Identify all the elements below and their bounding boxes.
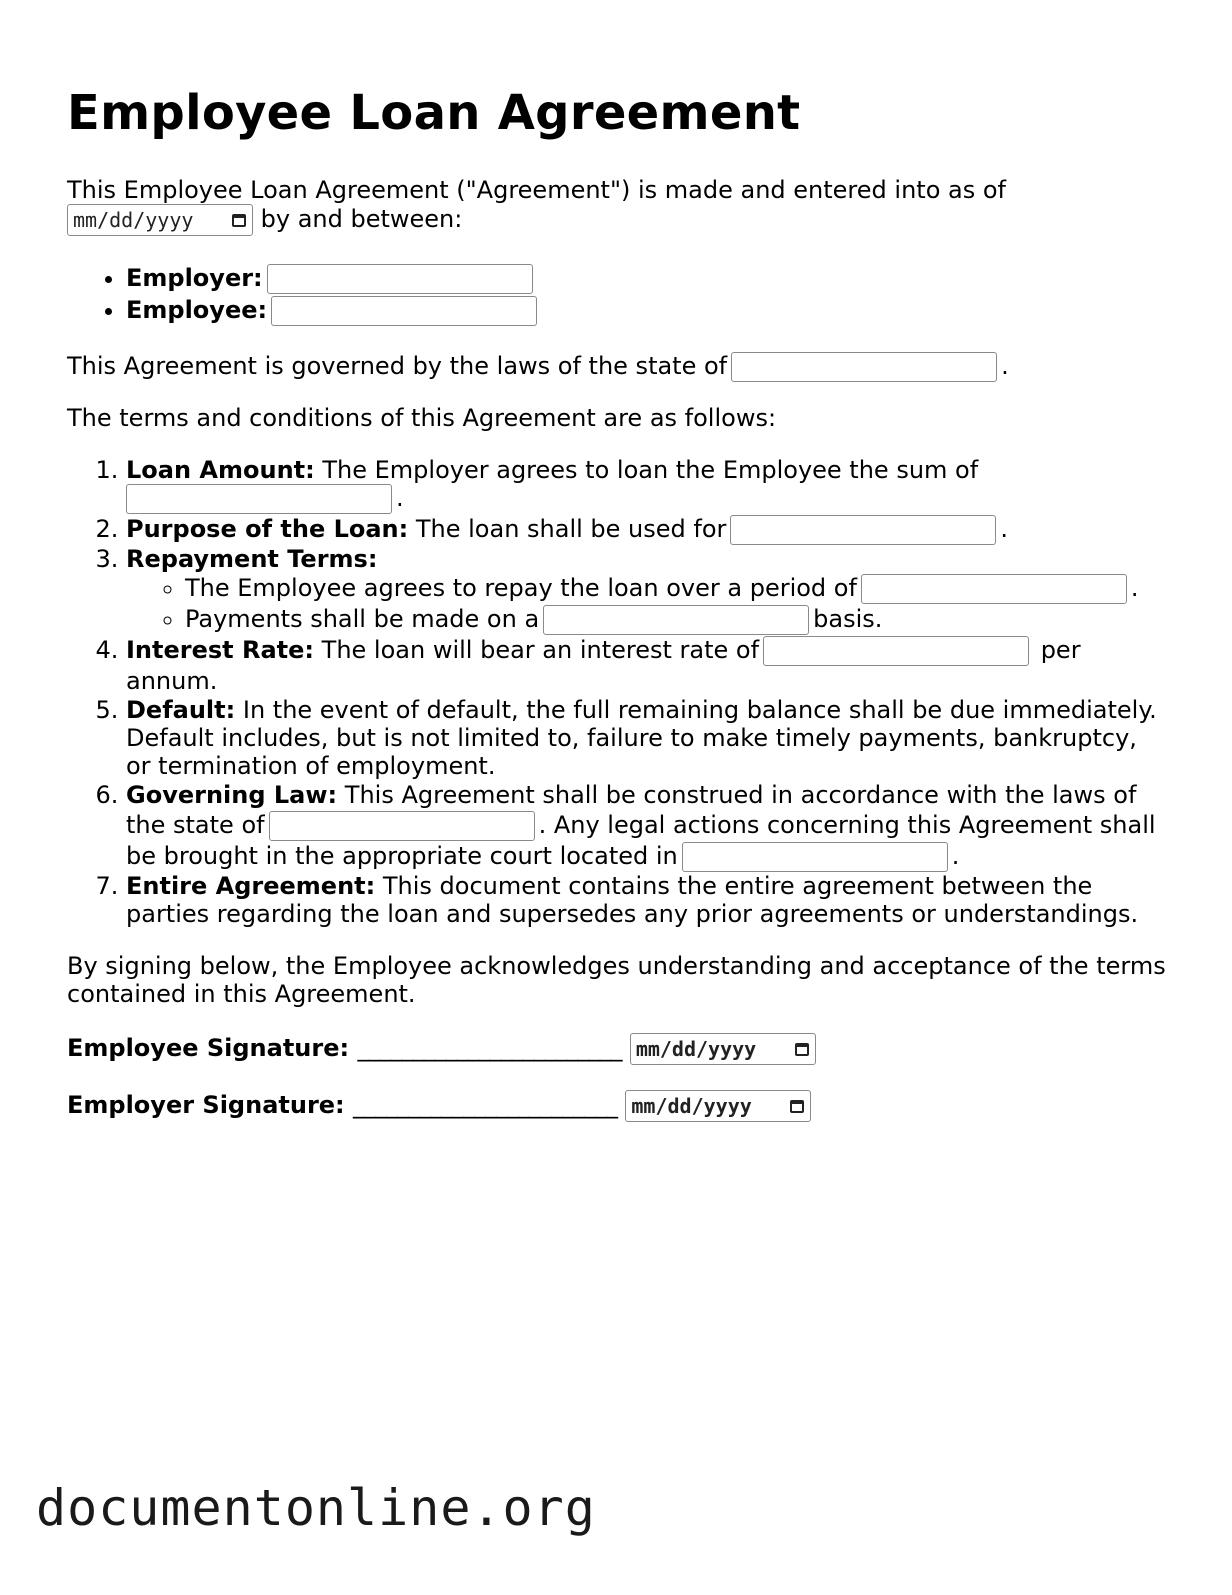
employer-input[interactable] — [267, 264, 533, 294]
employee-signature-label: Employee Signature: — [67, 1034, 350, 1062]
parties-list — [67, 262, 1167, 326]
governed-paragraph — [67, 350, 1167, 382]
term-entire-agreement — [126, 872, 1167, 928]
calendar-icon[interactable] — [790, 1100, 804, 1113]
document-page — [67, 78, 1167, 1122]
employee-signature-line[interactable]: ________________________ — [357, 1034, 622, 1062]
punctuation: . — [1130, 574, 1139, 602]
governing-state-input[interactable] — [731, 352, 997, 382]
document-title: Employee Loan Agreement — [67, 85, 801, 141]
sub-text: Payments shall be made on a — [185, 605, 540, 633]
employee-signature-date-input[interactable] — [630, 1033, 816, 1065]
date-placeholder: mm/dd/yyyy — [635, 1037, 757, 1061]
intro-paragraph — [67, 176, 1167, 236]
list-item — [185, 573, 1167, 604]
term-text: The Employer agrees to loan the Employee the sum of — [322, 456, 979, 484]
court-location-input[interactable] — [682, 842, 948, 872]
term-default — [126, 696, 1167, 780]
agreement-date-input[interactable] — [67, 204, 253, 236]
payment-frequency-input[interactable] — [543, 605, 809, 635]
terms-intro: The terms and conditions of this Agreement are as follows: — [67, 404, 777, 432]
term-repayment — [126, 545, 1167, 635]
employee-input[interactable] — [271, 296, 537, 326]
term-label: Default: — [126, 696, 236, 724]
sub-text: The Employee agrees to repay the loan over a period of — [185, 574, 857, 602]
watermark: documentonline.org — [36, 1479, 596, 1537]
term-text-end: per annum. — [126, 636, 1081, 695]
term-text: This Agreement shall be construed in accordance with the laws of the state of — [126, 781, 1137, 839]
term-purpose — [126, 514, 1167, 545]
term-label: Purpose of the Loan: — [126, 515, 409, 543]
term-interest — [126, 635, 1167, 696]
interest-rate-input[interactable] — [763, 636, 1029, 666]
punctuation: . — [1000, 515, 1009, 543]
governing-law-state-input[interactable] — [269, 811, 535, 841]
employer-signature-line[interactable]: ________________________ — [353, 1091, 618, 1119]
calendar-icon[interactable] — [232, 214, 246, 227]
list-item — [126, 294, 1167, 326]
employee-signature-row — [67, 1032, 1167, 1065]
terms-list — [67, 456, 1167, 928]
intro-text: This Employee Loan Agreement ("Agreement") is made and entered into as of — [67, 176, 1006, 204]
sub-text-end: basis. — [813, 605, 883, 633]
employer-signature-row — [67, 1089, 1167, 1122]
term-text: This document contains the entire agreement between the parties regarding the loan and supersedes any prior agreements or understandings. — [126, 872, 1139, 928]
repayment-sublist — [126, 573, 1167, 635]
term-label: Repayment Terms: — [126, 545, 378, 573]
employee-label: Employee: — [126, 296, 268, 324]
loan-amount-input[interactable] — [126, 484, 392, 514]
calendar-icon[interactable] — [795, 1043, 809, 1056]
punctuation: . — [951, 842, 960, 870]
list-item — [185, 604, 1167, 635]
governed-text: This Agreement is governed by the laws of the state of — [67, 352, 728, 380]
term-text: In the event of default, the full remaining balance shall be due immediately. Default includes, but is not limited to, failure to make timely payments, bankruptcy, or termination of employment. — [126, 696, 1157, 780]
repayment-period-input[interactable] — [861, 574, 1127, 604]
acknowledgement-paragraph: By signing below, the Employee acknowledges understanding and acceptance of the terms contained in this Agreement. — [67, 952, 1166, 1008]
term-text: The loan will bear an interest rate of — [321, 636, 760, 664]
term-label: Entire Agreement: — [126, 872, 376, 900]
loan-purpose-input[interactable] — [730, 515, 996, 545]
employer-signature-date-input[interactable] — [625, 1090, 811, 1122]
punctuation: . — [1001, 352, 1009, 380]
date-placeholder: mm/dd/yyyy — [73, 208, 194, 232]
date-placeholder: mm/dd/yyyy — [631, 1094, 752, 1118]
term-text: . Any legal actions concerning this Agreement shall be brought in the appropriate court located in — [126, 811, 1156, 870]
punctuation: . — [396, 484, 404, 512]
intro-text-after: by and between: — [260, 205, 463, 233]
term-label: Interest Rate: — [126, 636, 315, 664]
list-item — [126, 262, 1167, 294]
term-label: Governing Law: — [126, 781, 338, 809]
employer-label: Employer: — [126, 264, 263, 292]
employer-signature-label: Employer Signature: — [67, 1091, 345, 1119]
term-label: Loan Amount: — [126, 456, 315, 484]
term-loan-amount — [126, 456, 1167, 514]
term-text: The loan shall be used for — [415, 515, 727, 543]
term-governing-law — [126, 780, 1167, 872]
